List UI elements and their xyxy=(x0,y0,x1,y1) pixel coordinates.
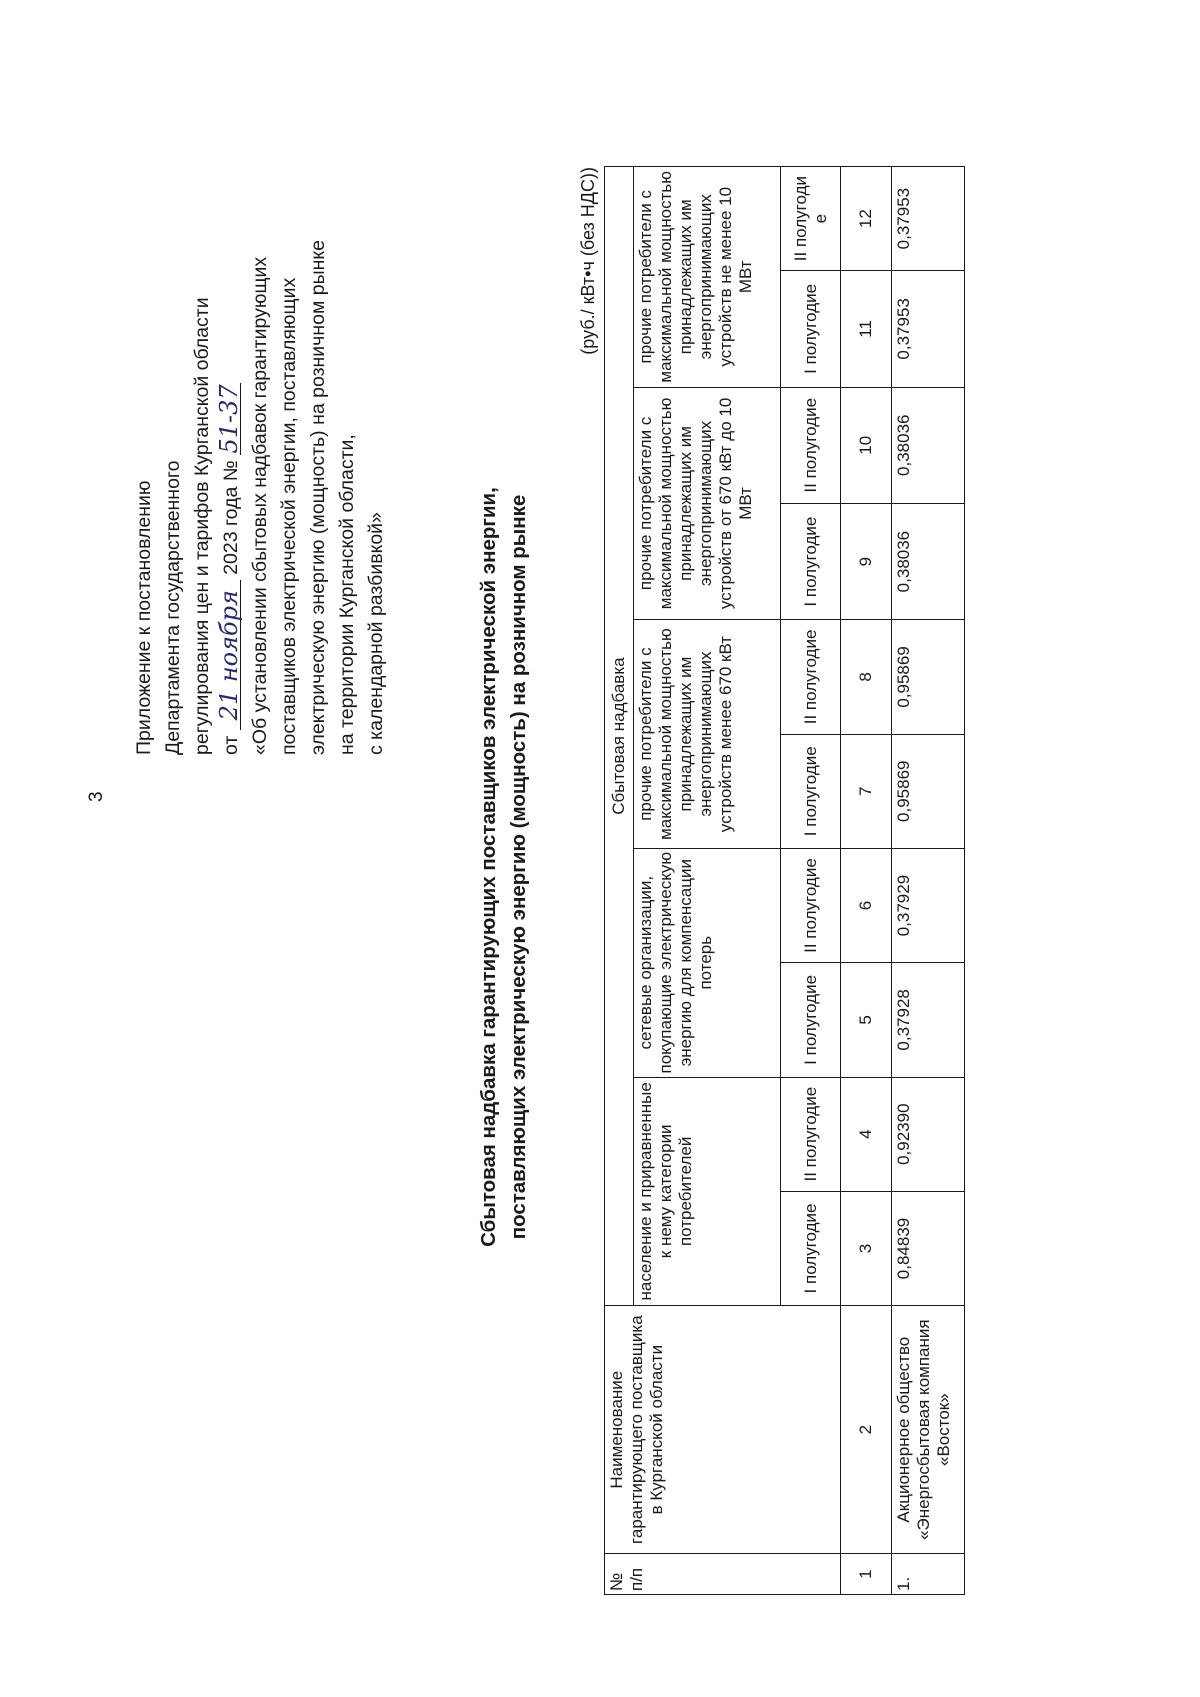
header-no: № п/п xyxy=(605,1554,841,1595)
row-supplier-name: Акционерное общество «Энергосбытовая компания «Восток» xyxy=(892,1306,965,1554)
column-number: 10 xyxy=(841,387,892,503)
appendix-line: с календарной разбивкой» xyxy=(365,512,387,755)
row-value: 0,95869 xyxy=(892,734,965,848)
table-row xyxy=(892,167,965,1595)
appendix-line: Приложение к постановлению xyxy=(133,480,155,755)
header-markup-group: Сбытовая надбавка xyxy=(605,167,634,1306)
header-half-year: I полугодие xyxy=(781,503,841,619)
row-value: 0,37929 xyxy=(892,848,965,962)
appendix-date-line xyxy=(217,55,246,755)
header-half-year: II полугодие xyxy=(781,848,841,962)
row-value: 0,37953 xyxy=(892,167,965,271)
column-number: 8 xyxy=(841,620,892,734)
header-half-year: I полугодие xyxy=(781,271,841,387)
header-half-year: II полугодие xyxy=(781,1077,841,1191)
header-category-under-670kw: прочие потребители с максимальной мощностью принадлежащих им энергопринимающих устройств менее 670 кВт xyxy=(634,620,781,849)
page-number: 3 xyxy=(86,791,107,802)
row-value: 0,38036 xyxy=(892,503,965,619)
appendix-line: «Об установлении сбытовых надбавок гарантирующих xyxy=(249,256,271,755)
column-number: 1 xyxy=(841,1554,892,1595)
row-value: 0,92390 xyxy=(892,1077,965,1191)
title-line: Сбытовая надбавка гарантирующих поставщиков электрической энергии, xyxy=(477,487,500,1247)
header-category-population: население и приравненные к нему категории потребителей xyxy=(634,1077,781,1306)
header-half-year: I полугодие xyxy=(781,963,841,1077)
appendix-line: регулирования цен и тарифов Курганской области xyxy=(191,297,213,755)
column-number-row xyxy=(841,167,892,1595)
appendix-block xyxy=(130,55,391,755)
row-value: 0,84839 xyxy=(892,1191,965,1305)
tariff-table xyxy=(604,166,965,1595)
unit-note: (руб./ кВт•ч (без НДС)) xyxy=(578,167,598,355)
row-value: 0,95869 xyxy=(892,620,965,734)
header-supplier-name: Наименование гарантирующего поставщика в Курганской области xyxy=(605,1306,841,1554)
appendix-date-middle: 2023 года № xyxy=(220,460,242,575)
header-category-670kw-10mw: прочие потребители с максимальной мощностью принадлежащих им энергопринимающих устройств от 670 кВт до 10 МВт xyxy=(634,387,781,620)
column-number: 11 xyxy=(841,271,892,387)
column-number: 12 xyxy=(841,167,892,271)
column-number: 9 xyxy=(841,503,892,619)
column-number: 3 xyxy=(841,1191,892,1305)
appendix-date-prefix: от xyxy=(220,735,242,755)
column-number: 5 xyxy=(841,963,892,1077)
header-half-year: II полугоди е xyxy=(781,167,841,271)
row-value: 0,38036 xyxy=(892,387,965,503)
header-half-year: I полугодие xyxy=(781,1191,841,1305)
column-number: 7 xyxy=(841,734,892,848)
handwritten-date: 21 ноября xyxy=(218,580,241,730)
header-category-over-10mw: прочие потребители с максимальной мощностью принадлежащих им энергопринимающих устройств не менее 10 МВт xyxy=(634,167,781,388)
header-half-year: I полугодие xyxy=(781,734,841,848)
header-half-year: II полугодие xyxy=(781,387,841,503)
row-no: 1. xyxy=(892,1554,965,1595)
header-category-grid-organizations: сетевые организации, покупающие электрическую энергию для компенсации потерь xyxy=(634,848,781,1077)
row-value: 0,37953 xyxy=(892,271,965,387)
appendix-line: на территории Курганской области, xyxy=(336,434,358,755)
handwritten-number: 51-37 xyxy=(215,384,243,454)
column-number: 4 xyxy=(841,1077,892,1191)
row-value: 0,37928 xyxy=(892,963,965,1077)
document-title xyxy=(474,267,534,1467)
appendix-line: поставщиков электрической энергии, поставляющих xyxy=(278,277,300,755)
header-half-year: II полугодие xyxy=(781,620,841,734)
column-number: 2 xyxy=(841,1306,892,1554)
appendix-line: электрическую энергию (мощность) на розничном рынке xyxy=(307,240,329,755)
column-number: 6 xyxy=(841,848,892,962)
appendix-line: Департамента государственного xyxy=(162,460,184,755)
title-line: поставляющих электрическую энергию (мощность) на розничном рынке xyxy=(507,494,530,1240)
